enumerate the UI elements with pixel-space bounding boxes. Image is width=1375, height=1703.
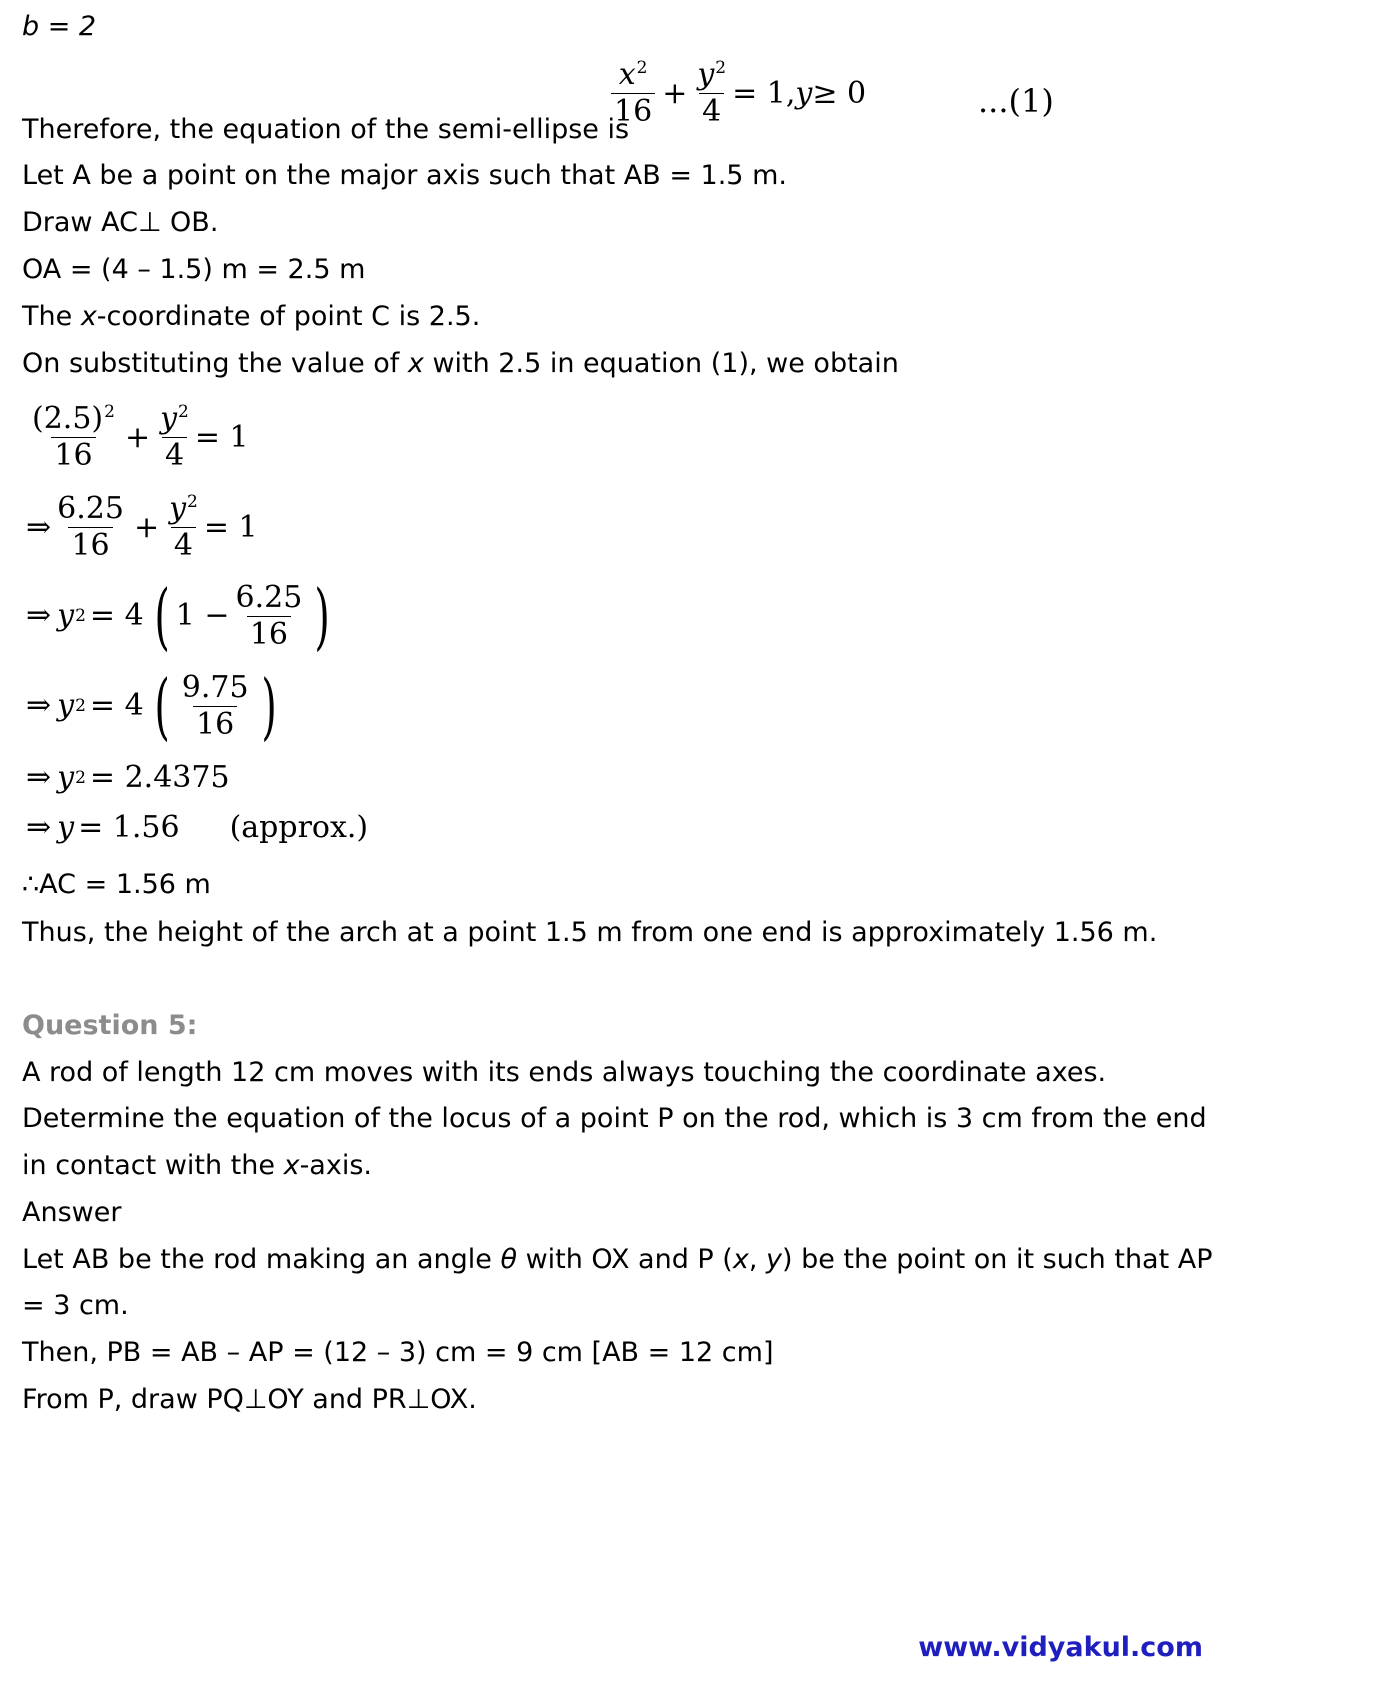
question-line-3: in contact with the x-axis.	[22, 1150, 372, 1181]
footer-website-link[interactable]: www.vidyakul.com	[918, 1632, 1203, 1663]
implies-arrow: ⇒	[26, 598, 52, 633]
answer-line-1: Let AB be the rod making an angle θ with OX and P (x, y) be the point on it such that AP	[22, 1244, 1213, 1275]
b-value: b = 2	[22, 11, 97, 42]
implies-arrow: ⇒	[26, 688, 52, 723]
draw-pq-line: From P, draw PQ⊥OY and PR⊥OX.	[22, 1384, 477, 1415]
answer-label: Answer	[22, 1197, 122, 1228]
equation-reference: ...(1)	[978, 82, 1054, 120]
semi-ellipse-equation: $\frac{x^2}{16}$ + $\frac{y^2}{4}$ = 1, y ≥ 0	[608, 60, 866, 127]
math-step-2: ⇒ $\frac{6.25}{16}$ + $\frac{y^2}{4}$ = 1	[26, 491, 258, 563]
math-step-1: $\frac{(2.5)^2}{16}$ + $\frac{y^2}{4}$ = 1	[32, 401, 249, 473]
question-line-1: A rod of length 12 cm moves with its ends always touching the coordinate axes.	[22, 1057, 1107, 1088]
x-coordinate-text: The x-coordinate of point C is 2.5.	[22, 301, 481, 332]
math-step-4: ⇒ y 2 = 4 ( $\frac{9.75}{16}$ )	[26, 664, 277, 748]
math-step-6: ⇒ y = 1.56 (approx.)	[26, 810, 369, 845]
math-step-3: ⇒ y 2 = 4 ( 1 − $\frac{6.25}{16}$ )	[26, 574, 331, 658]
implies-arrow: ⇒	[26, 810, 52, 845]
answer-line-2: = 3 cm.	[22, 1290, 129, 1321]
implies-arrow: ⇒	[26, 509, 52, 545]
semi-ellipse-intro: Therefore, the equation of the semi-ellipse is	[22, 114, 630, 145]
implies-arrow: ⇒	[26, 760, 52, 795]
b-value-line	[22, 10, 96, 44]
question-line-2: Determine the equation of the locus of a point P on the rod, which is 3 cm from the end	[22, 1103, 1207, 1134]
fraction-y2-4: $\frac{y^2}{4}$	[697, 57, 727, 129]
substitution-text: On substituting the value of x with 2.5 in equation (1), we obtain	[22, 348, 899, 379]
pb-line: Then, PB = AB – AP = (12 – 3) cm = 9 cm [AB = 12 cm]	[22, 1337, 774, 1368]
point-a-text: Let A be a point on the major axis such that AB = 1.5 m.	[22, 160, 787, 191]
oa-text: OA = (4 – 1.5) m = 2.5 m	[22, 254, 366, 285]
ac-result-text: ∴AC = 1.56 m	[22, 869, 211, 900]
question-heading: Question 5:	[22, 1010, 198, 1041]
math-step-5: ⇒ y 2 = 2.4375	[26, 760, 230, 795]
draw-ac-text: Draw AC⊥ OB.	[22, 207, 219, 238]
fraction-x2-16: $\frac{x^2}{16}$	[611, 60, 655, 127]
conclusion-text: Thus, the height of the arch at a point 1.5 m from one end is approximately 1.56 m.	[22, 917, 1158, 948]
